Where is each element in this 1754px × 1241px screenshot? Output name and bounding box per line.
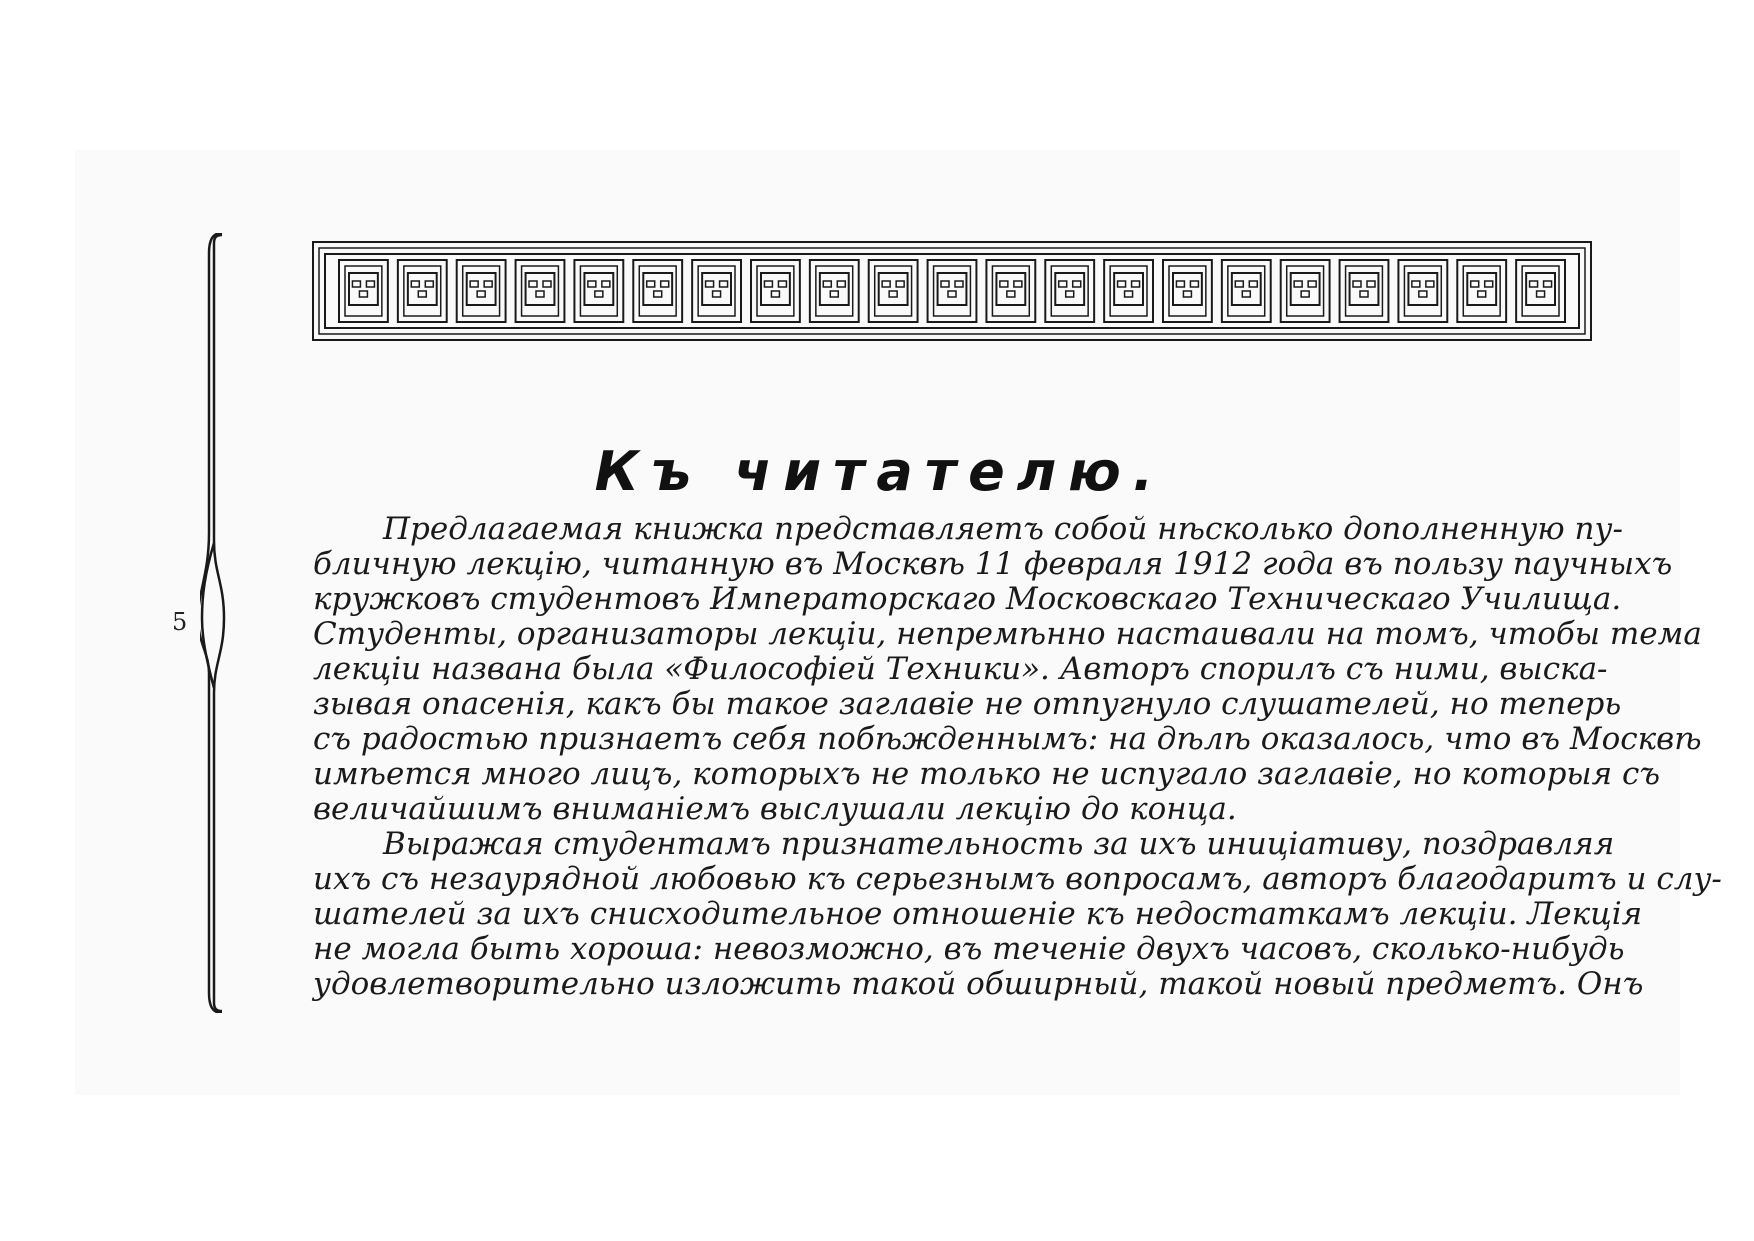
ornament-motif <box>1045 260 1094 322</box>
ornament-motif <box>633 260 682 322</box>
ornament-motif <box>339 260 388 322</box>
ornament-motif <box>398 260 447 322</box>
text-line: Выражая студентамъ признательность за ихъ иниціативу, поздравляя <box>383 826 1615 862</box>
ornament-motif <box>516 260 565 322</box>
paragraph-2 <box>313 826 1722 1002</box>
text-line: Предлагаемая книжка представляетъ собой нѣсколько дополненную пу- <box>383 511 1623 547</box>
ornament-motif <box>1340 260 1389 322</box>
text-line: съ радостью признаетъ себя побѣжденнымъ: на дѣлѣ оказалось, что въ Москвѣ <box>313 721 1702 757</box>
ornament-motif <box>986 260 1035 322</box>
ornament-motif <box>810 260 859 322</box>
page-title: Къ читателю. <box>594 440 1166 503</box>
text-line: ихъ съ незаурядной любовью къ серьезнымъ вопросамъ, авторъ благодаритъ и слу- <box>313 861 1722 897</box>
paragraph-1 <box>313 511 1702 827</box>
decorative-header-border <box>312 241 1592 341</box>
text-line: имѣется много лицъ, которыхъ не только не испугало заглавіе, но которыя съ <box>313 756 1661 792</box>
ornament-motif <box>574 260 623 322</box>
ornament-motif <box>1457 260 1506 322</box>
ornament-motif <box>692 260 741 322</box>
ornament-motif <box>1104 260 1153 322</box>
binding-brace-ornament <box>200 233 260 1013</box>
ornament-motif <box>869 260 918 322</box>
ornament-motif <box>1222 260 1271 322</box>
text-line: не могла быть хороша: невозможно, въ теченіе двухъ часовъ, сколько-нибудь <box>313 931 1625 967</box>
ornament-motif <box>928 260 977 322</box>
body-text <box>313 511 1722 1002</box>
ornament-motif-row <box>339 260 1565 322</box>
text-line: величайшимъ вниманіемъ выслушали лекцію до конца. <box>313 791 1237 827</box>
ornament-motif <box>751 260 800 322</box>
ornament-motif <box>1163 260 1212 322</box>
text-line: лекціи названа была «Философіей Техники». Авторъ спорилъ съ ними, выска- <box>313 651 1608 687</box>
text-line: Студенты, организаторы лекціи, непремѣнно настаивали на томъ, чтобы тема <box>313 616 1702 652</box>
ornament-motif <box>1398 260 1447 322</box>
ornament-motif <box>1516 260 1565 322</box>
text-line: шателей за ихъ снисходительное отношеніе къ недостаткамъ лекціи. Лекція <box>313 896 1643 932</box>
text-line: кружковъ студентовъ Императорскаго Московскаго Техническаго Училища. <box>313 581 1622 617</box>
text-line: бличную лекцію, читанную въ Москвѣ 11 февраля 1912 года въ пользу паучныхъ <box>313 546 1673 582</box>
text-line: зывая опасенія, какъ бы такое заглавіе не отпугнуло слушателей, но теперь <box>313 686 1622 722</box>
page-number: 5 <box>172 608 188 636</box>
text-line: удовлетворительно изложить такой обширный, такой новый предметъ. Онъ <box>313 966 1644 1002</box>
ornament-motif <box>1281 260 1330 322</box>
ornament-motif <box>457 260 506 322</box>
